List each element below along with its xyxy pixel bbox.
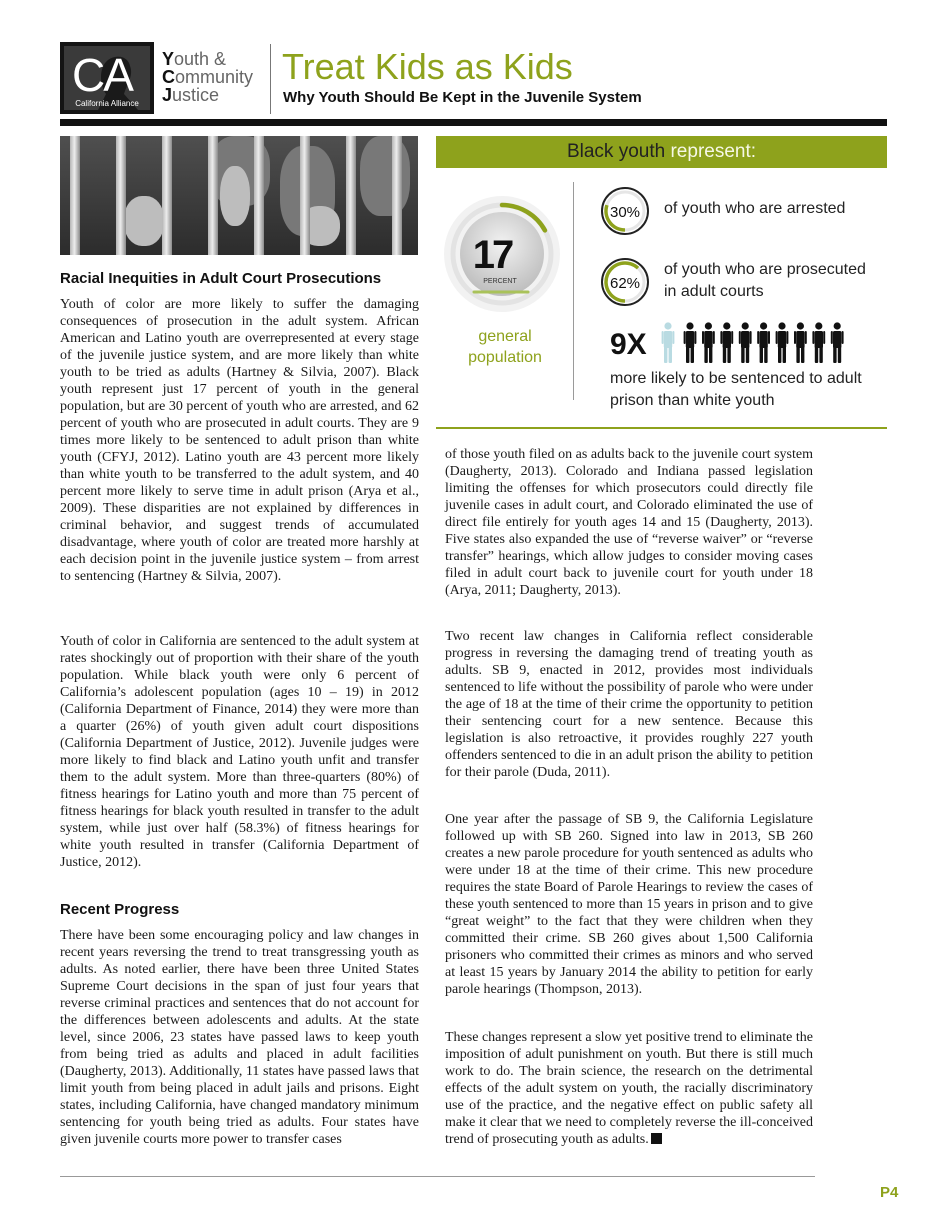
black-youth-figure-icon bbox=[831, 322, 844, 363]
final-paragraph-text: These changes represent a slow yet positive trend to eliminate the imposition of adult punishment on youth. But there is still much work to do. The brain science, the research on the detrimental effects of the adult system on youth, the racially discriminatory use of the practice, and the negative effect on public safety all make it clear that we need to completely reverse the ill-conceived trend of prosecuting youth as adults. bbox=[445, 1030, 813, 1147]
white-youth-figure-icon bbox=[662, 322, 675, 363]
black-youth-figure-icon bbox=[702, 322, 715, 363]
stat-ring-arrested bbox=[599, 185, 651, 237]
stat-ring-prosecuted bbox=[599, 256, 651, 308]
black-youth-figure-icon bbox=[812, 322, 825, 363]
paragraph: Two recent law changes in California reflect considerable progress in reversing the damaging trend of treating youth as adults. SB 9, enacted in 2012, provides most individuals sentenced to life without the possibility of parole who were under the age of 18 at the time of their crime the opportunity to petition their sentencing court for a new sentence. Because this legislation is also retroactive, it provides roughly 227 youth offenders sentenced to die in an adult prison the ability to petition for their parole (Duda, 2011). bbox=[445, 629, 813, 780]
end-mark-icon bbox=[651, 1133, 662, 1144]
header-rule bbox=[60, 119, 887, 126]
black-youth-figure-icon bbox=[757, 322, 770, 363]
paragraph: of those youth filed on as adults back to the juvenile court system (Daugherty, 2013). Colorado and Indiana passed legislation limiting the offenses for which prosecutors could directly file juvenile cases in adult court, and Colorado eliminated the use of direct file entirely for youth ages 14 and 15 (Daugherty, 2013). Five states also expanded the use of “reverse waiver” or “reverse transfer” hearings, which allow judges to consider moving cases filed in adult court back to juvenile court for youth under 18 (Arya, 2011; Daugherty, 2013). bbox=[445, 447, 813, 598]
black-youth-figure-icon bbox=[739, 322, 752, 363]
general-number: 17 bbox=[472, 233, 512, 277]
footer-rule bbox=[60, 1176, 815, 1177]
section-heading-racial-inequities: Racial Inequities in Adult Court Prosecutions bbox=[60, 270, 382, 287]
black-youth-figure-icon bbox=[720, 322, 733, 363]
stat-value-arrested: 30% bbox=[609, 204, 641, 221]
paragraph: Youth of color are more likely to suffer the damaging consequences of prosecution in the adult system. African American and Latino youth are overrepresented at every stage of the juvenile justice system, and are more likely than white youth to be tried as adults (Hartney & Silvia, 2007). Black youth represent just 17 percent of youth in the general population, but are 30 percent of youth who are arrested, and 62 percent of youth who are prosecuted in adult courts. They are 9 times more likely to be sentenced to adult prison than white youth (CFYJ, 2012). Latino youth are 43 percent more likely than white youth to be transferred to the adult system, and 40 percent more likely to serve time in adult prison (Arya et al., 2009). These disparities are not explained by differences in criminal behavior, and suggest trends of accumulated disadvantage, where youth of color are treated more harshly at each decision point in the juvenile justice system – from arrest to sentencing (Hartney & Silvia, 2007). bbox=[60, 297, 419, 584]
section-heading-recent-progress: Recent Progress bbox=[60, 901, 180, 918]
page-number: P4 bbox=[880, 1184, 899, 1201]
org-logo bbox=[60, 42, 154, 114]
page-title: Treat Kids as Kids bbox=[282, 46, 573, 87]
paragraph-final bbox=[445, 1029, 813, 1148]
black-youth-figure-icon bbox=[684, 322, 697, 363]
general-population-circle bbox=[440, 193, 565, 315]
general-percent-label: PERCENT bbox=[483, 278, 517, 285]
logo-letters: CA bbox=[72, 49, 132, 101]
multiplier-text: more likely to be sentenced to adult prison than white youth bbox=[610, 370, 862, 409]
general-population-label: general population bbox=[468, 328, 542, 366]
infographic-banner: Black youth represent: bbox=[436, 136, 887, 168]
stat-value-prosecuted: 62% bbox=[609, 275, 641, 292]
stat-text-prosecuted: of youth who are prosecuted in adult courts bbox=[664, 261, 866, 300]
black-youth-figure-icon bbox=[794, 322, 807, 363]
bars-photo bbox=[60, 136, 418, 255]
paragraph: There have been some encouraging policy and law changes in recent years reversing the trend to treat transgressing youth as adults. As noted earlier, there have been three United States Supreme Court decisions in the span of just four years that reverse criminal practices and sentences that do not account for the differences between adolescents and adults. At the state level, since 2006, 23 states have passed laws to keep youth from being tried as adults and placed in adult facilities (Daugherty, 2013). Additionally, 11 states have passed laws that limit youth from being placed in adult jails and prisons. Eight states, including California, have changed mandatory minimum sentencing for youth being tried as adults. Four states have given juvenile courts more power to transfer cases bbox=[60, 928, 419, 1147]
header-divider bbox=[270, 44, 271, 114]
org-name: Youth & Community Justice bbox=[162, 49, 254, 105]
black-youth-figure-icon bbox=[776, 322, 789, 363]
stat-text-arrested: of youth who are arrested bbox=[664, 200, 846, 217]
infographic-bottom-rule bbox=[436, 427, 887, 429]
logo-image bbox=[64, 46, 150, 110]
paragraph: Youth of color in California are sentenced to the adult system at rates shockingly out of proportion with their share of the youth population. While black youth were only 6 percent of California’s adolescent population (ages 10 – 19) in 2012 (California Department of Finance, 2014) they were more than a quarter (26%) of youth given adult court dispositions (California Department of Justice, 2012). Juvenile judges were more likely to find black and Latino youth unfit and transfer them to the adult system. More than three-quarters (80%) of fitness hearings for Latino youth and more than 75 percent of fitness hearings for black youth resulted in transfer to the adult system, while just over half (58.3%) of fitness hearings for white youth resulted in transfer (California Department of Justice, 2012). bbox=[60, 634, 419, 870]
multiplier-value: 9X bbox=[610, 328, 647, 361]
page-subtitle: Why Youth Should Be Kept in the Juvenile System bbox=[283, 89, 642, 106]
infographic-divider bbox=[573, 182, 574, 400]
paragraph: One year after the passage of SB 9, the California Legislature followed up with SB 260. Signed into law in 2013, SB 260 creates a new parole procedure for youth sentenced as adults who were under 18 at the time of their crime. This new procedure requires the state Board of Parole Hearings to review the cases of these youth sentenced to more than 15 years in prison and to give “great weight” to the fact that they were children when they committed their crime. SB 260 gives about 1,500 California prisoners who committed their crimes as minors and who served at least 15 years by January 2014 the ability to petition for early parole hearings (Thompson, 2013). bbox=[445, 812, 813, 997]
people-figures bbox=[660, 322, 855, 366]
logo-subtitle: California Alliance bbox=[75, 99, 139, 108]
